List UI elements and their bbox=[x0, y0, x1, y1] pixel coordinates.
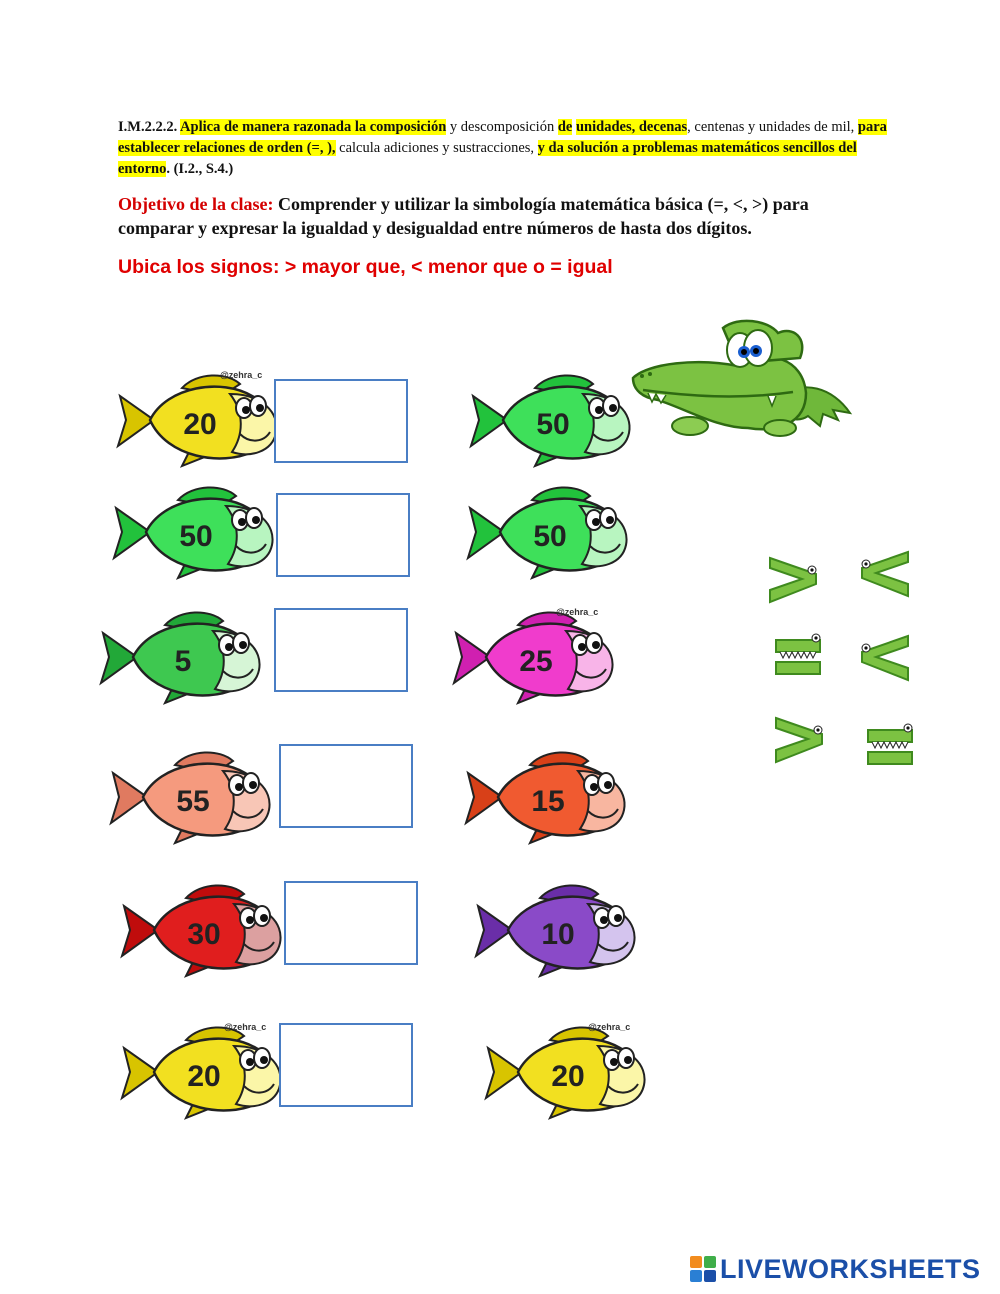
objective-text: Comprender y utilizar la simbología matemática básica (=, <, >) para comparar y expresar la igualdad y desigualdad entre números de hasta dos dígitos. bbox=[118, 194, 809, 238]
less-than-symbol[interactable] bbox=[848, 546, 912, 602]
fish-number: 10 bbox=[541, 918, 575, 951]
fish-right-5 bbox=[470, 878, 650, 978]
watermark: @zehra_c bbox=[556, 607, 599, 617]
brand-icon bbox=[690, 1256, 716, 1282]
fish-number: 55 bbox=[176, 785, 210, 818]
crocodile-mascot bbox=[628, 318, 858, 440]
fish-number: 5 bbox=[174, 645, 192, 678]
watermark: @zehra_c bbox=[588, 1022, 631, 1032]
fish-number: 20 bbox=[187, 1060, 221, 1093]
equal-symbol[interactable] bbox=[862, 720, 926, 776]
less-than-symbol[interactable] bbox=[848, 630, 912, 686]
fish-number: 50 bbox=[533, 520, 567, 553]
fish-left-5 bbox=[116, 878, 296, 978]
fish-right-4 bbox=[460, 745, 640, 845]
fish-number: 20 bbox=[551, 1060, 585, 1093]
fish-right-2 bbox=[462, 480, 642, 580]
fish-left-6 bbox=[116, 1020, 296, 1120]
answer-box-3[interactable] bbox=[274, 608, 408, 692]
liveworksheets-logo: LIVEWORKSHEETS bbox=[690, 1252, 981, 1286]
fish-right-1 bbox=[465, 368, 645, 468]
class-objective bbox=[118, 192, 888, 240]
watermark: @zehra_c bbox=[220, 370, 263, 380]
fish-number: 25 bbox=[519, 645, 553, 678]
instruction: Ubica los signos: > mayor que, < menor que o = igual bbox=[118, 256, 613, 278]
fish-left-2 bbox=[108, 480, 288, 580]
greater-than-symbol[interactable] bbox=[772, 712, 836, 768]
answer-box-6[interactable] bbox=[279, 1023, 413, 1107]
fish-number: 15 bbox=[531, 785, 565, 818]
equal-symbol[interactable] bbox=[770, 630, 834, 686]
fish-number: 20 bbox=[183, 408, 217, 441]
fish-left-1 bbox=[112, 368, 292, 468]
fish-number: 30 bbox=[187, 918, 221, 951]
fish-number: 50 bbox=[536, 408, 570, 441]
fish-left-3 bbox=[95, 605, 275, 705]
fish-left-4 bbox=[105, 745, 285, 845]
answer-box-4[interactable] bbox=[279, 744, 413, 828]
fish-right-3 bbox=[448, 605, 628, 705]
greater-than-symbol[interactable] bbox=[766, 552, 830, 608]
objective-label: Objetivo de la clase: bbox=[118, 194, 274, 214]
fish-number: 50 bbox=[179, 520, 213, 553]
learning-standard: I.M.2.2.2. Aplica de manera razonada la composición y descomposición de unidades, decenas, centenas y unidades de mil, para establecer relaciones de orden (=, ), calcula adiciones y sustracciones, y da solución a problemas matemáticos sencillos del entorno. (I.2., S.4.) bbox=[118, 119, 887, 177]
answer-box-2[interactable] bbox=[276, 493, 410, 577]
fish-right-6 bbox=[480, 1020, 660, 1120]
watermark: @zehra_c bbox=[224, 1022, 267, 1032]
answer-box-5[interactable] bbox=[284, 881, 418, 965]
answer-box-1[interactable] bbox=[274, 379, 408, 463]
